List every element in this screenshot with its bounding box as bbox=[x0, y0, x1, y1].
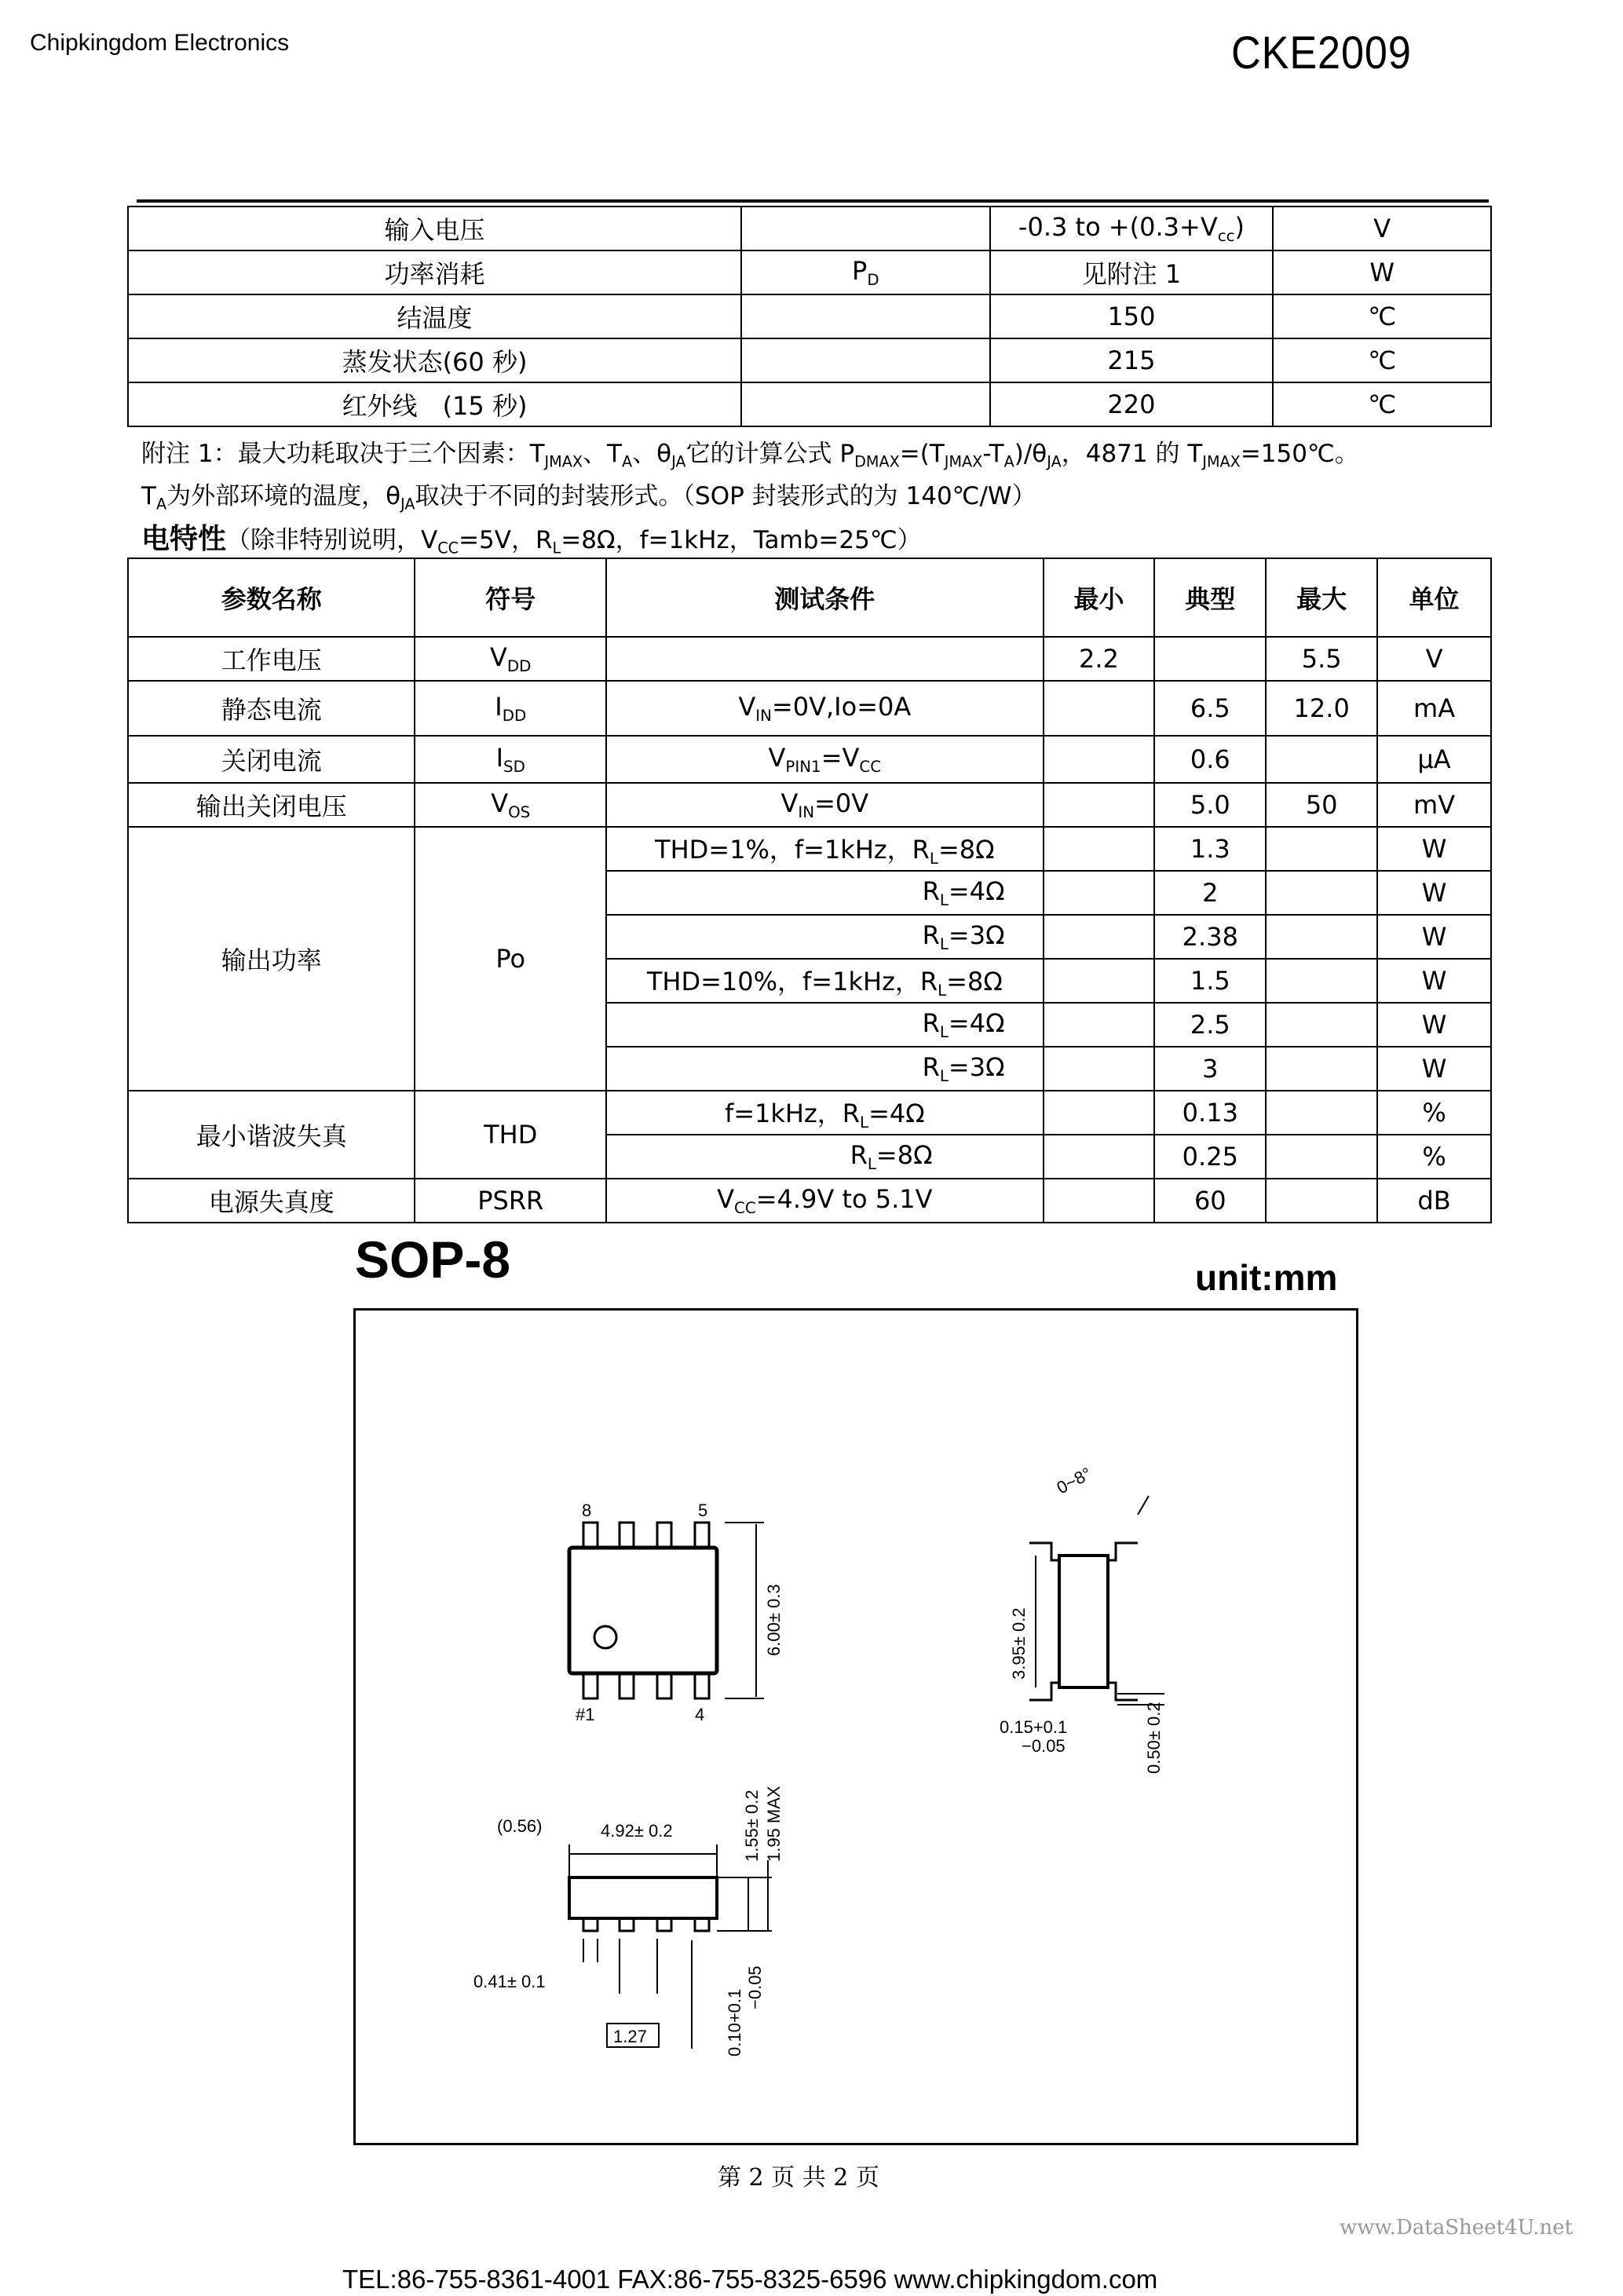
param-min bbox=[1044, 783, 1155, 827]
param-min bbox=[1044, 1047, 1155, 1091]
param-unit: W bbox=[1377, 827, 1491, 871]
pin-label-1: #1 bbox=[576, 1705, 595, 1724]
param-name: 关闭电流 bbox=[128, 736, 415, 783]
param-max bbox=[1266, 959, 1377, 1003]
param-name: 最小谐波失真 bbox=[128, 1091, 415, 1179]
dim-edge: (0.56) bbox=[497, 1816, 543, 1836]
param-unit: dB bbox=[1377, 1179, 1491, 1223]
param-name: 电源失真度 bbox=[128, 1179, 415, 1223]
col-header: 典型 bbox=[1154, 558, 1266, 637]
param-symbol: $V_{DD}$ bbox=[415, 637, 606, 681]
param-max bbox=[1266, 915, 1377, 959]
param-condition: $V_{IN}=0V,Io=0A$ bbox=[606, 681, 1043, 736]
param-typ: 0.13 bbox=[1154, 1091, 1266, 1135]
param-symbol: THD bbox=[415, 1091, 606, 1179]
electrical-characteristics-table bbox=[127, 558, 1492, 1223]
param-min bbox=[1044, 915, 1155, 959]
param-unit: W bbox=[1377, 915, 1491, 959]
dim-height: 6.00± 0.3 bbox=[764, 1584, 784, 1656]
param-typ: 2.5 bbox=[1154, 1003, 1266, 1047]
table-row bbox=[128, 382, 1491, 426]
param-condition: $V_{PIN1}=V_{CC}$ bbox=[606, 736, 1043, 783]
table-row bbox=[128, 250, 1491, 294]
param-symbol: $I_{DD}$ bbox=[415, 681, 606, 736]
table-top-rule bbox=[137, 199, 1489, 203]
param-value: 见附注 1 bbox=[990, 250, 1274, 294]
dim-height-1: 1.55± 0.2 bbox=[742, 1790, 762, 1862]
param-max bbox=[1266, 1047, 1377, 1091]
param-min: 2.2 bbox=[1044, 637, 1155, 681]
param-symbol bbox=[741, 338, 990, 382]
param-value: 220 bbox=[990, 382, 1274, 426]
param-unit: μA bbox=[1377, 736, 1491, 783]
param-typ: 6.5 bbox=[1154, 681, 1266, 736]
param-max: 50 bbox=[1266, 783, 1377, 827]
param-condition: $R_L=3\Omega$ bbox=[606, 915, 1043, 959]
param-symbol: $P_D$ bbox=[741, 250, 990, 294]
model-number: CKE2009 bbox=[1231, 27, 1412, 79]
param-unit: ℃ bbox=[1273, 338, 1491, 382]
watermark: www.DataSheet4U.net bbox=[1340, 2216, 1573, 2239]
pin-label-8: 8 bbox=[582, 1501, 592, 1520]
param-typ: 0.6 bbox=[1154, 736, 1266, 783]
param-condition bbox=[606, 637, 1043, 681]
param-symbol: $I_{SD}$ bbox=[415, 736, 606, 783]
param-symbol: $V_{OS}$ bbox=[415, 783, 606, 827]
param-max: 5.5 bbox=[1266, 637, 1377, 681]
table-row bbox=[128, 338, 1491, 382]
param-min bbox=[1044, 1003, 1155, 1047]
param-symbol: PSRR bbox=[415, 1179, 606, 1223]
param-min bbox=[1044, 1091, 1155, 1135]
table-row bbox=[128, 1091, 1491, 1135]
param-name: 蒸发状态(60 秒) bbox=[128, 338, 741, 382]
param-condition: f=1kHz，$R_L=4\Omega$ bbox=[606, 1091, 1043, 1135]
param-typ: 60 bbox=[1154, 1179, 1266, 1223]
param-condition: THD=1%，f=1kHz，$R_L=8\Omega$ bbox=[606, 827, 1043, 871]
pin-label-5: 5 bbox=[698, 1501, 708, 1520]
param-max bbox=[1266, 1135, 1377, 1179]
param-condition: THD=10%，f=1kHz，$R_L=8\Omega$ bbox=[606, 959, 1043, 1003]
param-unit: W bbox=[1273, 250, 1491, 294]
param-unit: V bbox=[1377, 637, 1491, 681]
note-line-1: 附注 1：最大功耗取决于三个因素：$T_{JMAX}$、$T_A$、$\theta_{JA}$它的计算公式 $P_{DMAX}=(T_{JMAX}-T_A)/\theta_{JA}$，4871 的 $T_{JMAX}=150℃$。 bbox=[141, 440, 1359, 471]
param-symbol: Po bbox=[415, 827, 606, 1091]
param-condition: $R_L=8\Omega$ bbox=[606, 1135, 1043, 1179]
param-max bbox=[1266, 736, 1377, 783]
package-title: SOP-8 bbox=[355, 1230, 511, 1289]
param-symbol bbox=[741, 207, 990, 250]
param-symbol bbox=[741, 382, 990, 426]
param-name: 静态电流 bbox=[128, 681, 415, 736]
param-min bbox=[1044, 1135, 1155, 1179]
param-name: 功率消耗 bbox=[128, 250, 741, 294]
param-condition: $R_L=4\Omega$ bbox=[606, 871, 1043, 915]
param-unit: mA bbox=[1377, 681, 1491, 736]
param-typ: 5.0 bbox=[1154, 783, 1266, 827]
param-typ bbox=[1154, 637, 1266, 681]
dim-body-width: 3.95± 0.2 bbox=[1009, 1607, 1029, 1680]
param-min bbox=[1044, 681, 1155, 736]
pin-label-4: 4 bbox=[695, 1705, 705, 1724]
param-typ: 1.5 bbox=[1154, 959, 1266, 1003]
dim-standoff: 0.10+0.1 bbox=[725, 1988, 744, 2057]
param-unit: W bbox=[1377, 1047, 1491, 1091]
dim-pitch: 1.27 bbox=[613, 2027, 647, 2046]
param-value: 215 bbox=[990, 338, 1274, 382]
dim-lead-thickness-tol: −0.05 bbox=[1022, 1736, 1066, 1756]
elec-section-title: 电特性（除非特别说明，$V_{CC}=5V$，$R_L=8\Omega$，f=1kHz，Tamb=25℃） bbox=[141, 523, 922, 558]
param-condition: $V_{IN}=0V$ bbox=[606, 783, 1043, 827]
dim-angle: 0~8° bbox=[1053, 1463, 1095, 1498]
param-min bbox=[1044, 959, 1155, 1003]
col-header: 单位 bbox=[1377, 558, 1491, 637]
param-condition: $R_L=4\Omega$ bbox=[606, 1003, 1043, 1047]
note-line-2: $T_A$为外部环境的温度，$\theta_{JA}$取决于不同的封装形式。（SOP 封装形式的为 140℃/W） bbox=[141, 482, 1036, 514]
dim-lead-width: 0.41± 0.1 bbox=[473, 1972, 546, 1991]
param-value: 150 bbox=[990, 294, 1274, 338]
col-header: 符号 bbox=[415, 558, 606, 637]
col-header: 最小 bbox=[1044, 558, 1155, 637]
company-name: Chipkingdom Electronics bbox=[30, 30, 290, 56]
param-name: 输入电压 bbox=[128, 207, 741, 250]
param-name: 输出关闭电压 bbox=[128, 783, 415, 827]
param-name: 工作电压 bbox=[128, 637, 415, 681]
dim-length: 4.92± 0.2 bbox=[601, 1821, 673, 1841]
param-unit: ℃ bbox=[1273, 294, 1491, 338]
param-condition: $R_L=3\Omega$ bbox=[606, 1047, 1043, 1091]
param-name: 红外线 (15 秒) bbox=[128, 382, 741, 426]
table-row bbox=[128, 207, 1491, 250]
param-max: 12.0 bbox=[1266, 681, 1377, 736]
param-unit: mV bbox=[1377, 783, 1491, 827]
param-min bbox=[1044, 1179, 1155, 1223]
col-header: 测试条件 bbox=[606, 558, 1043, 637]
param-max bbox=[1266, 1179, 1377, 1223]
param-unit: % bbox=[1377, 1135, 1491, 1179]
param-name: 输出功率 bbox=[128, 827, 415, 1091]
table-row bbox=[128, 637, 1491, 681]
param-max bbox=[1266, 827, 1377, 871]
param-min bbox=[1044, 736, 1155, 783]
dim-standoff-tol: −0.05 bbox=[745, 1965, 765, 2009]
dim-foot: 0.50± 0.2 bbox=[1144, 1702, 1164, 1774]
param-value: -0.3 to $+(0.3+V_{cc})$ bbox=[990, 207, 1274, 250]
page-number: 第 2 页 共 2 页 bbox=[718, 2164, 879, 2192]
param-typ: 1.3 bbox=[1154, 827, 1266, 871]
table-header-row bbox=[128, 558, 1491, 637]
package-drawing-frame bbox=[353, 1308, 1358, 2145]
sop8-outline-drawing bbox=[356, 1311, 1356, 2143]
table-row bbox=[128, 827, 1491, 871]
param-typ: 2 bbox=[1154, 871, 1266, 915]
param-unit: V bbox=[1273, 207, 1491, 250]
param-max bbox=[1266, 1091, 1377, 1135]
param-typ: 2.38 bbox=[1154, 915, 1266, 959]
col-header: 最大 bbox=[1266, 558, 1377, 637]
param-unit: ℃ bbox=[1273, 382, 1491, 426]
dim-lead-thickness: 0.15+0.1 bbox=[1000, 1717, 1068, 1737]
param-unit: W bbox=[1377, 871, 1491, 915]
param-condition: $V_{CC}=4.9V$ to 5.1V bbox=[606, 1179, 1043, 1223]
col-header: 参数名称 bbox=[128, 558, 415, 637]
param-unit: W bbox=[1377, 1003, 1491, 1047]
table-row bbox=[128, 736, 1491, 783]
max-ratings-table bbox=[127, 206, 1492, 427]
table-row bbox=[128, 1179, 1491, 1223]
param-min bbox=[1044, 871, 1155, 915]
param-min bbox=[1044, 827, 1155, 871]
table-row bbox=[128, 783, 1491, 827]
param-unit: W bbox=[1377, 959, 1491, 1003]
param-name: 结温度 bbox=[128, 294, 741, 338]
table-row bbox=[128, 294, 1491, 338]
param-unit: % bbox=[1377, 1091, 1491, 1135]
dim-height-2: 1.95 MAX bbox=[764, 1786, 784, 1862]
param-typ: 3 bbox=[1154, 1047, 1266, 1091]
param-symbol bbox=[741, 294, 990, 338]
unit-label: unit:mm bbox=[1195, 1257, 1338, 1298]
param-typ: 0.25 bbox=[1154, 1135, 1266, 1179]
param-max bbox=[1266, 871, 1377, 915]
contact-footer: TEL:86-755-8361-4001 FAX:86-755-8325-6596 www.chipkingdom.com bbox=[342, 2265, 1158, 2294]
table-row bbox=[128, 681, 1491, 736]
param-max bbox=[1266, 1003, 1377, 1047]
